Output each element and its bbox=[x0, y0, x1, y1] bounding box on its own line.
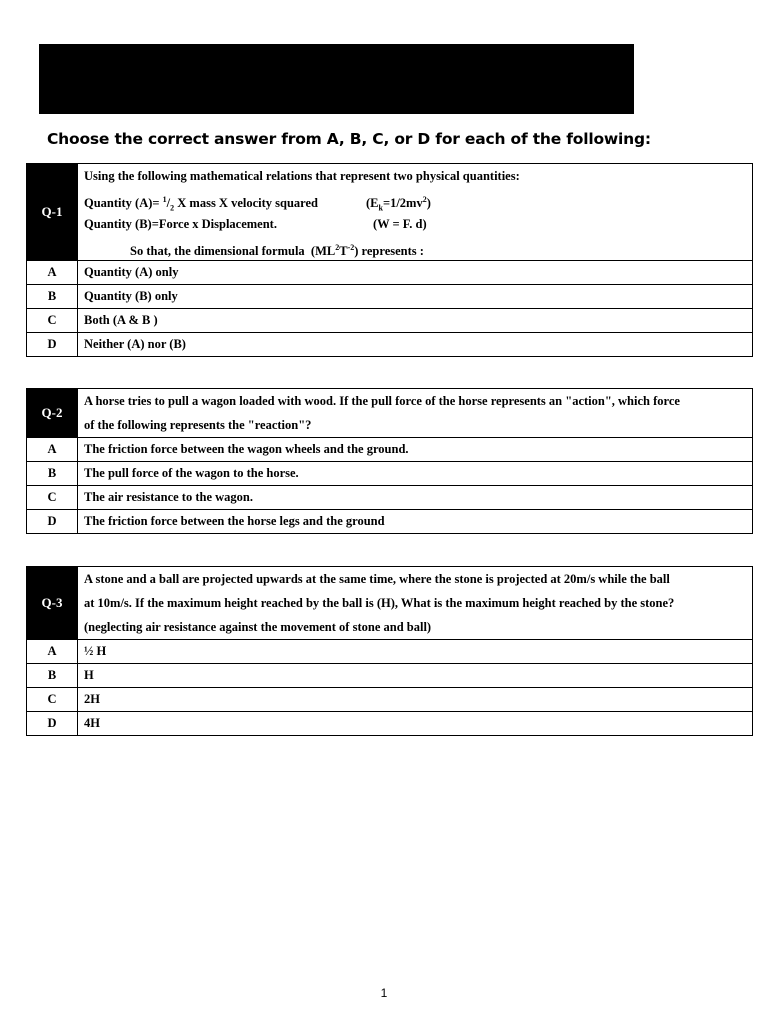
option-row[interactable] bbox=[27, 261, 753, 285]
question-1-table bbox=[26, 163, 753, 357]
option-letter: B bbox=[27, 285, 78, 309]
option-letter: C bbox=[27, 486, 78, 510]
option-row[interactable] bbox=[27, 309, 753, 333]
option-text: The friction force between the wagon wheels and the ground. bbox=[78, 438, 753, 462]
option-text: Quantity (A) only bbox=[78, 261, 753, 285]
option-row[interactable] bbox=[27, 688, 753, 712]
option-letter: D bbox=[27, 333, 78, 357]
option-text: The air resistance to the wagon. bbox=[78, 486, 753, 510]
option-row[interactable] bbox=[27, 510, 753, 534]
option-row[interactable] bbox=[27, 640, 753, 664]
redacted-header-block bbox=[39, 44, 634, 114]
option-letter: D bbox=[27, 510, 78, 534]
option-letter: C bbox=[27, 688, 78, 712]
option-text: Both (A & B ) bbox=[78, 309, 753, 333]
option-letter: D bbox=[27, 712, 78, 736]
option-text: 2H bbox=[78, 688, 753, 712]
option-row[interactable] bbox=[27, 438, 753, 462]
option-letter: B bbox=[27, 664, 78, 688]
option-letter: C bbox=[27, 309, 78, 333]
option-letter: B bbox=[27, 462, 78, 486]
question-2-stem: A horse tries to pull a wagon loaded with wood. If the pull force of the horse represents an "action", which force of the following represents the "reaction"? bbox=[78, 389, 753, 438]
option-text: The pull force of the wagon to the horse. bbox=[78, 462, 753, 486]
question-1-intro: Using the following mathematical relations that represent two physical quantities: bbox=[84, 169, 520, 183]
kinetic-energy-formula: $(E_k=1/2mv^2)$ bbox=[366, 195, 431, 213]
question-3-stem: A stone and a ball are projected upwards at the same time, where the stone is projected at 20m/s while the ball at 10m/s. If the maximum height reached by the ball is (H), What is the maximum height reached by the stone? (neglecting air resistance against the movement of stone and ball) bbox=[78, 567, 753, 640]
question-2-label: Q-2 bbox=[27, 389, 78, 438]
question-1-stem bbox=[78, 164, 753, 261]
instruction-heading: Choose the correct answer from A, B, C, or D for each of the following: bbox=[47, 130, 651, 148]
option-row[interactable] bbox=[27, 462, 753, 486]
question-1-relation-b: Quantity (B)=Force x Displacement. (W = F. d) bbox=[84, 212, 746, 236]
question-2-table bbox=[26, 388, 753, 534]
option-letter: A bbox=[27, 640, 78, 664]
question-1-label: Q-1 bbox=[27, 164, 78, 261]
question-3-label: Q-3 bbox=[27, 567, 78, 640]
question-3-table bbox=[26, 566, 753, 736]
question-1-question: So that, the dimensional formula $(ML^2T^{-2})$ represents : bbox=[130, 243, 424, 259]
page-number: 1 bbox=[380, 986, 388, 1000]
option-text: ½ H bbox=[78, 640, 753, 664]
question-1-relation-a: Quantity $(A)= ^1/_2$ X mass X velocity squared $(E_k=1/2mv^2)$ bbox=[84, 188, 746, 212]
option-letter: A bbox=[27, 438, 78, 462]
option-text: Quantity (B) only bbox=[78, 285, 753, 309]
option-text: The friction force between the horse legs and the ground bbox=[78, 510, 753, 534]
option-text: H bbox=[78, 664, 753, 688]
option-letter: A bbox=[27, 261, 78, 285]
option-row[interactable] bbox=[27, 664, 753, 688]
option-text: 4H bbox=[78, 712, 753, 736]
option-row[interactable] bbox=[27, 486, 753, 510]
work-formula: (W = F. d) bbox=[373, 217, 427, 231]
option-row[interactable] bbox=[27, 285, 753, 309]
dimensional-formula: $(ML^2T^{-2})$ bbox=[310, 243, 359, 259]
option-text: Neither (A) nor (B) bbox=[78, 333, 753, 357]
option-row[interactable] bbox=[27, 333, 753, 357]
option-row[interactable] bbox=[27, 712, 753, 736]
